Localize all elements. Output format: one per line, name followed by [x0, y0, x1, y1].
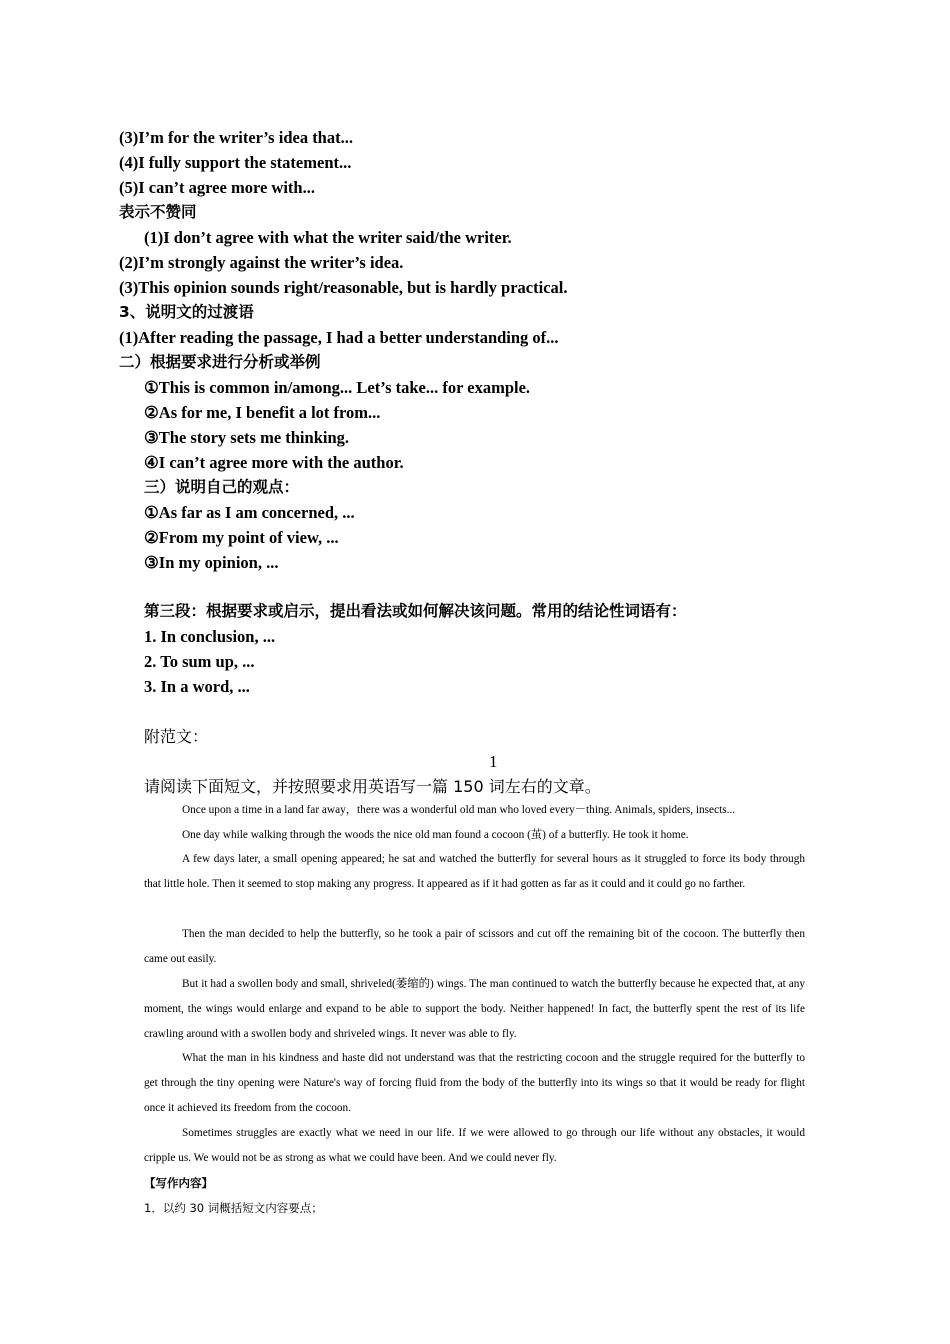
passage-paragraph: What the man in his kindness and haste did not understand was that the restricting cocoon and the struggle required for the butterfly to get through the tiny opening were Nature's way of forcing fluid from the body of the butterfly into its wings so that it would be ready for flight once it achieved its freedom from the cocoon.	[144, 1052, 805, 1114]
subheading-transition: 3、说明文的过渡语	[119, 303, 254, 321]
subheading-analysis: 二）根据要求进行分析或举例	[119, 353, 321, 371]
phrase-line: (3)I’m for the writer’s idea that...	[119, 128, 353, 147]
phrase-line: 1. In conclusion, ...	[144, 627, 276, 646]
passage-paragraph: A few days later, a small opening appeared; he sat and watched the butterfly for several hours as it struggled to force its body through that little hole. Then it seemed to stop making any progress. It appeared as if it had gotten as far as it could and it could go no farther.	[144, 853, 805, 890]
phrase-line: ②From my point of view, ...	[144, 528, 339, 547]
section-heading-third-paragraph: 第三段：根据要求或启示，提出看法或如何解决该问题。常用的结论性词语有：	[144, 602, 687, 620]
passage-paragraph: Sometimes struggles are exactly what we need in our life. If we were allowed to go through our life without any obstacles, it would cripple us. We would not be as strong as what we could have been. And we could never fly.	[144, 1127, 805, 1164]
writing-item: 1．以约 30 词概括短文内容要点；	[144, 1201, 323, 1215]
appendix-label: 附范文：	[144, 727, 209, 746]
writing-content-header: 【写作内容】	[144, 1176, 213, 1190]
phrase-line: ③In my opinion, ...	[144, 553, 279, 572]
phrase-line: ③The story sets me thinking.	[144, 428, 350, 447]
phrase-line: (2)I’m strongly against the writer’s idea.	[119, 253, 404, 272]
phrase-line: 3. In a word, ...	[144, 677, 250, 696]
phrase-line: (3)This opinion sounds right/reasonable, but is hardly practical.	[119, 278, 568, 297]
phrase-line: (1)I don’t agree with what the writer said/the writer.	[144, 228, 512, 247]
passage-paragraph: Then the man decided to help the butterfly, so he took a pair of scissors and cut off the remaining bit of the cocoon. The butterfly then came out easily.	[144, 928, 805, 965]
passage-paragraph: But it had a swollen body and small, shriveled(萎缩的) wings. The man continued to watch the butterfly because he expected that, at any moment, the wings would enlarge and expand to be able to support the body. Neither happened! In fact, the butterfly spent the rest of its life crawling around with a swollen body and shriveled wings. It never was able to fly.	[144, 978, 805, 1040]
subheading-opinion: 三）说明自己的观点：	[144, 478, 300, 496]
phrase-line: 2. To sum up, ...	[144, 652, 255, 671]
sample-instruction: 请阅读下面短文，并按照要求用英语写一篇 150 词左右的文章。	[144, 777, 601, 796]
phrase-line: ①As far as I am concerned, ...	[144, 503, 355, 522]
phrase-line: ④I can’t agree more with the author.	[144, 453, 404, 472]
passage-paragraph: Once upon a time in a land far away，there was a wonderful old man who loved every－thing. Animals, spiders, insects...	[182, 804, 736, 816]
phrase-line: (5)I can’t agree more with...	[119, 178, 315, 197]
phrase-line: ②As for me, I benefit a lot from...	[144, 403, 381, 422]
phrase-line: (4)I fully support the statement...	[119, 153, 352, 172]
passage-paragraph: One day while walking through the woods the nice old man found a cocoon (茧) of a butterfly. He took it home.	[182, 829, 689, 841]
phrase-line: ①This is common in/among... Let’s take... for example.	[144, 378, 531, 397]
phrase-line: (1)After reading the passage, I had a better understanding of...	[119, 328, 559, 347]
sample-number: 1	[489, 752, 498, 771]
subheading-disagree: 表示不赞同	[119, 203, 197, 221]
